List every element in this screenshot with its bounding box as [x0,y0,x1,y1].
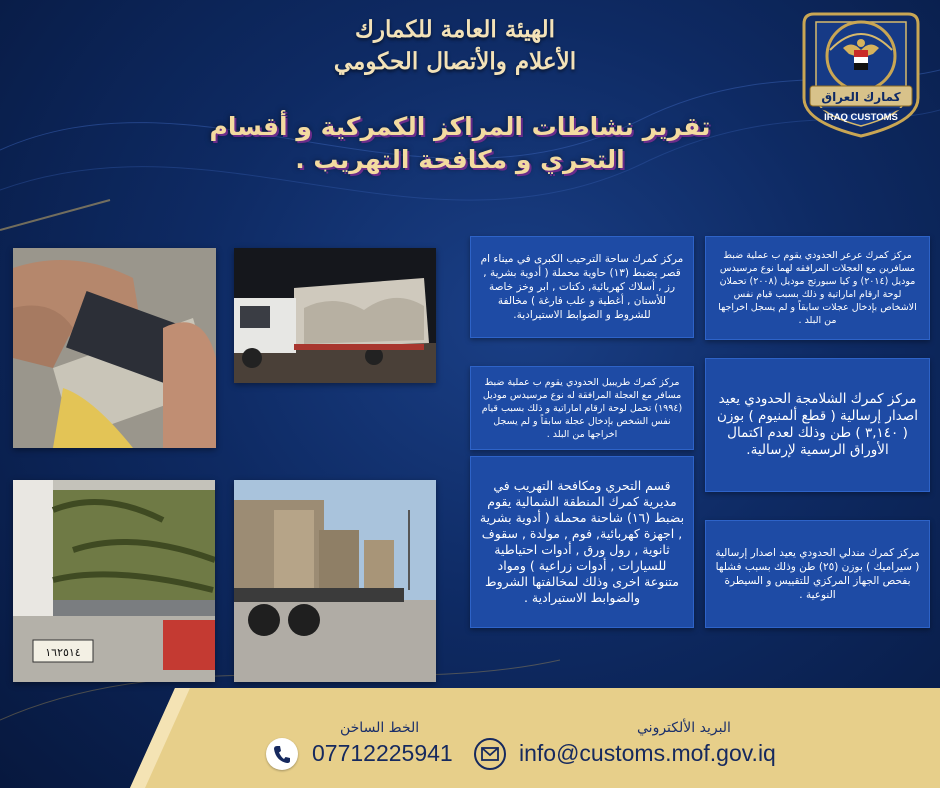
card-trebil-border [470,366,694,450]
logo-arabic-text: كمارك العراق [821,90,901,104]
organization-name: الهيئة العامة للكمارك [354,16,556,43]
card-umm-qasr-port [470,236,694,338]
department-name: الأعلام والأتصال الحكومي [333,48,577,75]
report-title-line1: تقرير نشاطات المراكز الكمركية و أقسام [209,112,711,141]
card-arar-text: مركز كمرك عرعر الحدودي يقوم ب عملية ضبط مسافرين مع العجلات المرافقه لهما نوع مرسيدس موديل (٢٠١٤) و كيا سبورتج موديل (٢٠٠٨) تحملان لوحة ارقام اماراتية و ذلك بسبب قيام نفس الاشخاص بإدخال عجلات سابقاً و لم يسجل اخراجها من البلد . [718,250,917,326]
contact-footer [0,688,940,788]
email-label: البريد الألكتروني [637,720,731,736]
card-arar-border [705,236,930,340]
report-title [150,110,770,176]
organization-header [230,14,680,78]
photo-trucks-with-ceramics [234,480,436,682]
report-title-line2: التحري و مكافحة التهريب . [295,145,625,174]
logo-english-text: IRAQ CUSTOMS [824,112,898,123]
card-shalamcheh-text: مركز كمرك الشلامجة الحدودي يعيد اصدار إرسالية ( قطع ألمنيوم ) بوزن ( ٣,١٤٠ ) طن وذلك لعدم اكتمال الأوراق الرسمية لإرسالية. [717,391,918,458]
card-umm-qasr-text: مركز كمرك ساحة الترحيب الكبرى في ميناء ام قصر يضبط (١٣) حاوية محملة ( أدوية بشرية , رز , أسلاك كهربائية, دكتات , ابر وخز خاصة للأسنان , أغطية و علب فارغة ) مخالفة للشروط و الضوابط الاستيرادية. [480,253,684,321]
photo-truck-with-plants [13,480,215,682]
card-mandali-text: مركز كمرك مندلي الحدودي يعيد اصدار إرسالية ( سيراميك ) بوزن (٢٥) طن وذلك بسبب فشلها بفحص الجهاز المركزي للتقييس و السيطرة النوعية . [715,547,920,601]
card-shalamcheh-border [705,358,930,492]
iraq-customs-logo [802,10,920,138]
phone-icon [266,738,298,770]
hotline-label: الخط الساخن [340,720,420,736]
card-trebil-text: مركز كمرك طريبيل الحدودي يقوم ب عملية ضبط مسافر مع العجلة المرافقة له نوع مرسيدس موديل (١٩٩٤) تحمل لوحة ارقام اماراتية و ذلك بسبب قيام نفس الشخص بإدخال عجلة سابقاً و لم يسجل اخراجها من البلد . [481,376,683,440]
hotline-number[interactable]: 07712225941 [312,740,453,766]
email-icon [474,738,506,770]
footer-background [0,688,940,788]
license-plate-text: ١٦٢٥١٤ [45,646,81,659]
email-address[interactable]: info@customs.mof.gov.iq [519,740,776,766]
card-mandali-border [705,520,930,628]
photo-smuggled-goods-closeup [13,248,216,448]
card-northern-region [470,456,694,628]
photo-truck-at-night [234,248,436,383]
card-northern-text: قسم التحري ومكافحة التهريب في مديرية كمرك المنطقة الشمالية يقوم بضبط (١٦) شاحنة محملة ( أدوية بشرية , اجهزة كهربائية, فوم , مولدة , سقوف ثانوية , رول ورق , أدوات احتياطية للسيارات , أدوات زراعية ) ومواد متنوعة اخرى وذلك لمخالفتها الشروط والضوابط الاستيرادية . [479,478,685,605]
